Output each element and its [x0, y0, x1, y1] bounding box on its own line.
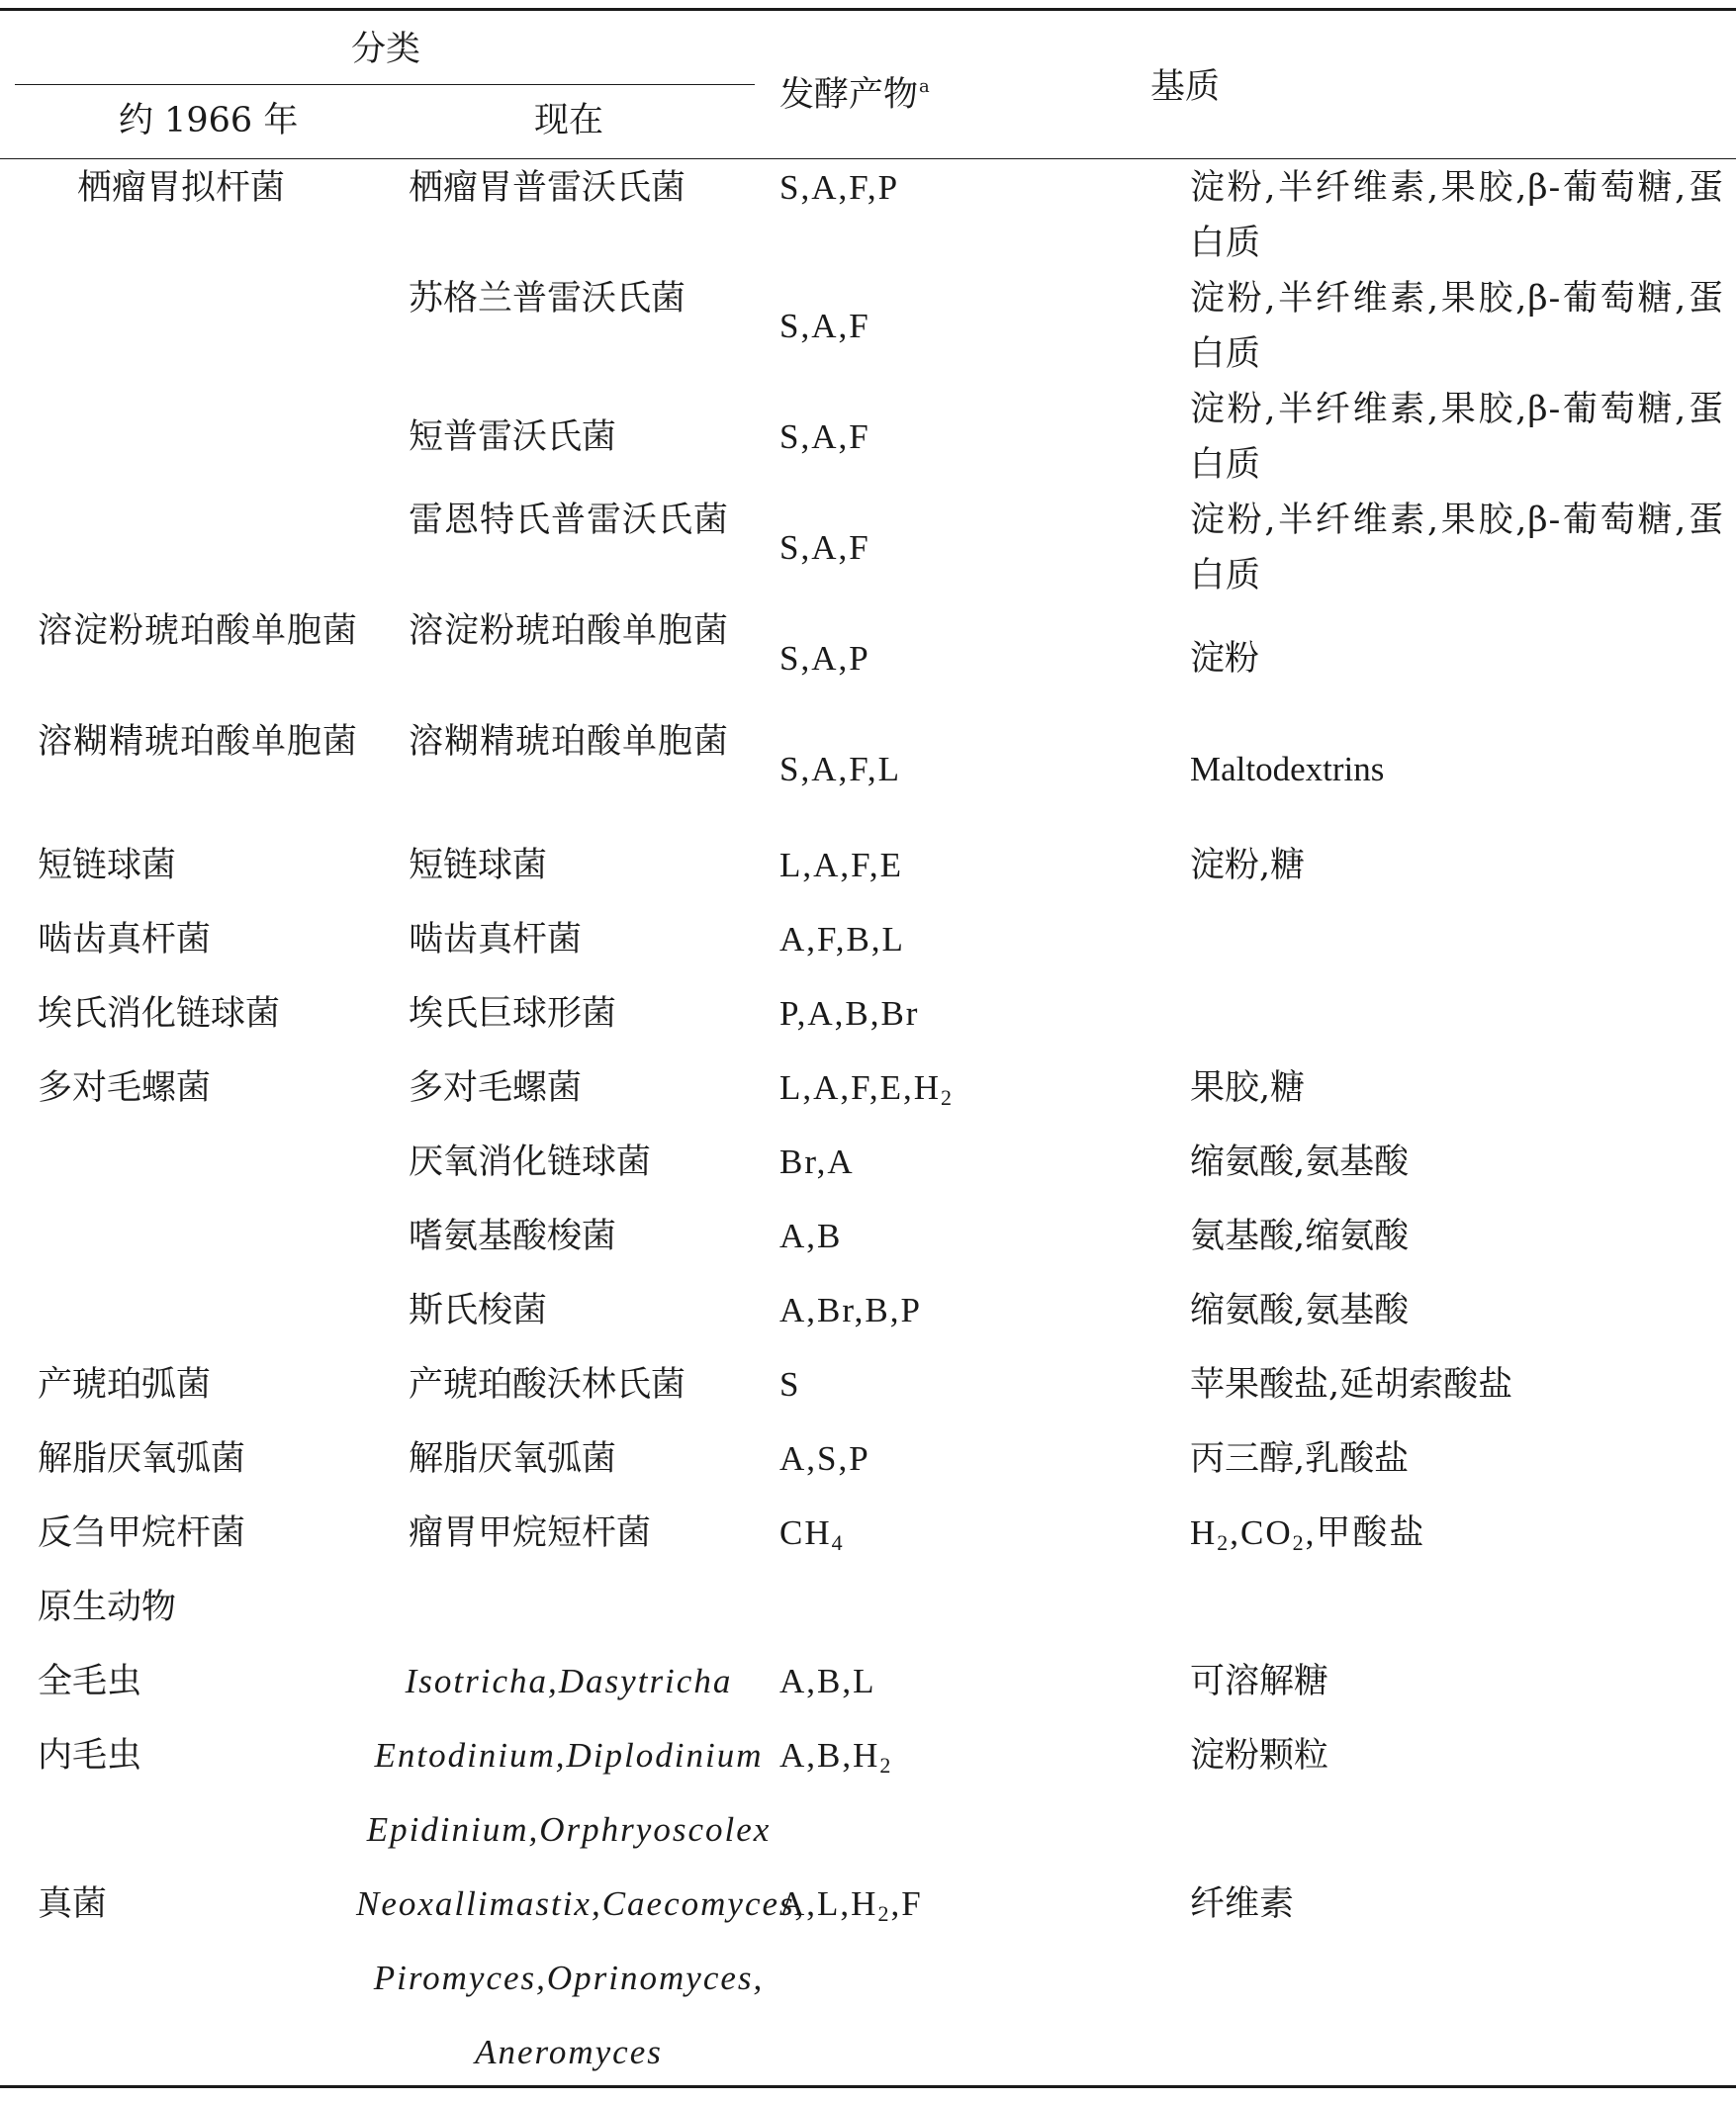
cell-now: 溶淀粉琥珀酸单胞菌 — [409, 611, 730, 651]
cell-1966: 真菌 — [38, 1884, 108, 1924]
substrate-co: ,CO — [1230, 1513, 1293, 1552]
cell-products: P,A,B,Br — [779, 994, 920, 1033]
cell-products — [779, 1060, 1155, 1126]
subscript: 4 — [831, 1530, 845, 1555]
cell-now: 厌氧消化链球菌 — [409, 1143, 652, 1182]
subscript: 2 — [940, 1085, 954, 1110]
cell-now: 解脂厌氧弧菌 — [409, 1439, 617, 1479]
header-1966: 约 1966 年 — [119, 101, 299, 140]
cell-1966: 溶淀粉琥珀酸单胞菌 — [38, 611, 359, 651]
cell-now: 溶糊精琥珀酸单胞菌 — [409, 722, 730, 762]
subscript: 2 — [877, 1901, 891, 1926]
products-text: A,B,H — [779, 1736, 880, 1775]
cell-products — [779, 1728, 1155, 1793]
cell-1966: 原生动物 — [38, 1588, 177, 1627]
cell-1966: 多对毛螺菌 — [38, 1068, 212, 1108]
header-classification: 分类 — [351, 30, 421, 69]
cell-products: S,A,F,L — [779, 750, 902, 788]
cell-products: S — [779, 1365, 801, 1404]
cell-products: A,B,L — [779, 1662, 876, 1700]
table-bottom-rule — [0, 2085, 1736, 2088]
header-products-label: 发酵产物 — [779, 75, 919, 115]
cell-1966: 埃氏消化链球菌 — [38, 994, 281, 1034]
products-text-tail: ,F — [890, 1884, 923, 1923]
products-text: CH — [779, 1513, 832, 1552]
cell-products: L,A,F,E — [779, 846, 903, 884]
cell-now: 多对毛螺菌 — [409, 1068, 583, 1108]
header-fermentation-products — [779, 67, 930, 115]
subscript: 2 — [879, 1753, 893, 1778]
cell-substrate — [1190, 1506, 1724, 1571]
cell-products: A,B — [779, 1217, 843, 1255]
cell-substrate: 缩氨酸,氨基酸 — [1190, 1291, 1410, 1330]
cell-now: 产琥珀酸沃林氏菌 — [409, 1365, 686, 1405]
cell-now: 苏格兰普雷沃氏菌 — [409, 279, 686, 319]
cell-products: A,S,P — [779, 1439, 870, 1478]
cell-now: 嗜氨基酸梭菌 — [409, 1217, 617, 1256]
cell-products — [779, 1876, 1155, 1942]
cell-substrate: 淀粉,半纤维素,果胶,β-葡萄糖,蛋白质 — [1190, 279, 1724, 374]
subscript: 2 — [1292, 1530, 1306, 1555]
cell-products: S,A,P — [779, 639, 870, 678]
products-text: A,L,H — [779, 1884, 878, 1923]
cell-substrate: 淀粉,半纤维素,果胶,β-葡萄糖,蛋白质 — [1190, 501, 1724, 595]
cell-substrate: 丙三醇,乳酸盐 — [1190, 1439, 1410, 1479]
cell-1966: 产琥珀弧菌 — [38, 1365, 212, 1405]
cell-products: A,F,B,L — [779, 920, 905, 959]
cell-now: 斯氏梭菌 — [409, 1291, 548, 1330]
cell-now: Entodinium,Diplodinium — [374, 1736, 764, 1775]
cell-1966: 栖瘤胃拟杆菌 — [77, 168, 286, 208]
cell-now: 短链球菌 — [409, 846, 548, 885]
cell-now: Neoxallimastix,Caecomyces, — [356, 1884, 806, 1923]
substrate-h: H — [1190, 1513, 1218, 1552]
cell-now: Epidinium,Orphryoscolex — [366, 1810, 772, 1849]
cell-now: 雷恩特氏普雷沃氏菌 — [409, 501, 730, 540]
cell-substrate: 淀粉 — [1190, 639, 1260, 679]
cell-now: 啮齿真杆菌 — [409, 920, 583, 960]
cell-substrate: 缩氨酸,氨基酸 — [1190, 1143, 1410, 1182]
cell-1966: 啮齿真杆菌 — [38, 920, 212, 960]
subscript: 2 — [1217, 1530, 1231, 1555]
cell-1966: 内毛虫 — [38, 1736, 142, 1776]
header-bottom-rule — [0, 158, 1736, 159]
cell-1966: 溶糊精琥珀酸单胞菌 — [38, 722, 359, 762]
cell-1966: 解脂厌氧弧菌 — [38, 1439, 246, 1479]
header-substrate: 基质 — [1150, 67, 1221, 107]
cell-substrate: 淀粉,半纤维素,果胶,β-葡萄糖,蛋白质 — [1190, 390, 1724, 485]
cell-1966: 全毛虫 — [38, 1662, 142, 1701]
cell-1966: 短链球菌 — [38, 846, 177, 885]
cell-products: Br,A — [779, 1143, 855, 1181]
cell-now: 短普雷沃氏菌 — [409, 417, 617, 457]
cell-now: 埃氏巨球形菌 — [409, 994, 617, 1034]
cell-now: Piromyces,Oprinomyces, — [373, 1959, 765, 1997]
cell-products: A,Br,B,P — [779, 1291, 922, 1329]
cell-products: S,A,F — [779, 417, 870, 456]
cell-products — [779, 1506, 1155, 1571]
substrate-formate: ,甲酸盐 — [1305, 1513, 1426, 1552]
cell-products: S,A,F,P — [779, 168, 900, 207]
footnote-marker: a — [919, 76, 930, 97]
cell-now: Isotricha,Dasytricha — [405, 1662, 733, 1700]
products-text: L,A,F,E,H — [779, 1068, 941, 1107]
cell-now: Aneromyces — [475, 2033, 663, 2071]
cell-substrate: 淀粉颗粒 — [1190, 1736, 1329, 1776]
cell-substrate: 淀粉,糖 — [1190, 846, 1306, 885]
cell-substrate: 果胶,糖 — [1190, 1068, 1306, 1108]
cell-now: 栖瘤胃普雷沃氏菌 — [409, 168, 686, 208]
cell-now: 瘤胃甲烷短杆菌 — [409, 1513, 652, 1553]
cell-substrate: 淀粉,半纤维素,果胶,β-葡萄糖,蛋白质 — [1190, 168, 1724, 263]
header-now: 现在 — [534, 101, 604, 140]
cell-substrate: 纤维素 — [1190, 1884, 1295, 1924]
cell-products: S,A,F — [779, 307, 870, 345]
cell-substrate: 苹果酸盐,延胡索酸盐 — [1190, 1365, 1513, 1405]
classification-underline — [15, 84, 755, 85]
cell-products: S,A,F — [779, 528, 870, 567]
cell-substrate: 可溶解糖 — [1190, 1662, 1329, 1701]
table-top-rule — [0, 8, 1736, 11]
cell-1966: 反刍甲烷杆菌 — [38, 1513, 246, 1553]
cell-substrate: 氨基酸,缩氨酸 — [1190, 1217, 1410, 1256]
cell-substrate: Maltodextrins — [1190, 750, 1385, 788]
